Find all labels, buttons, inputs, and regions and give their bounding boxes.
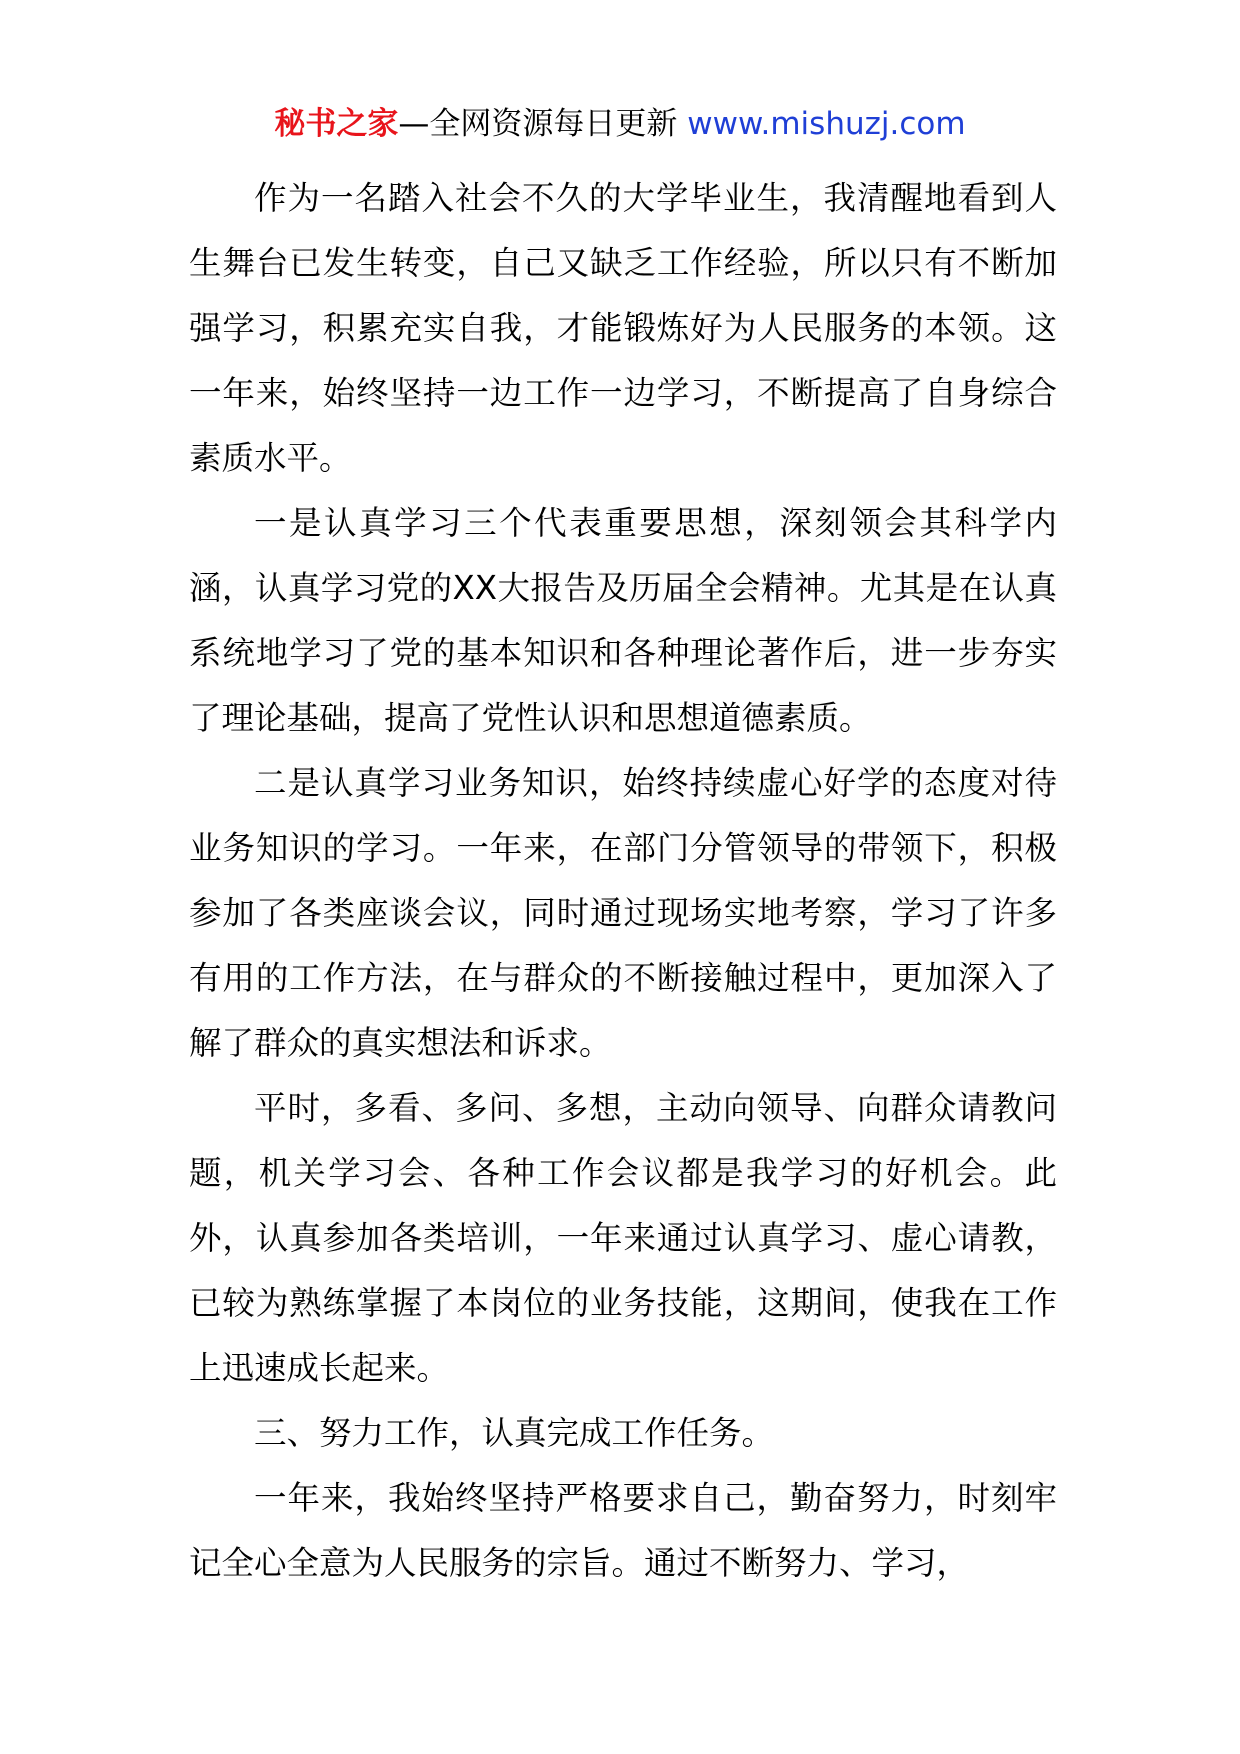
header-url-link[interactable]: www.mishuzj.com	[687, 106, 966, 142]
paragraph-theory-study: 一是认真学习三个代表重要思想，深刻领会其科学内涵，认真学习党的XX大报告及历届全会精神。尤其是在认真系统地学习了党的基本知识和各种理论著作后，进一步夯实了理论基础，提高了党性认识和思想道德素质。	[189, 504, 1057, 737]
header-tagline: —全网资源每日更新	[398, 106, 688, 142]
document-body	[189, 166, 1057, 1596]
paragraph-work-attitude: 一年来，我始终坚持严格要求自己，勤奋努力，时刻牢记全心全意为人民服务的宗旨。通过不断努力、学习，	[189, 1479, 1057, 1582]
paragraph-intro: 作为一名踏入社会不久的大学毕业生，我清醒地看到人生舞台已发生转变，自己又缺乏工作经验，所以只有不断加强学习，积累充实自我，才能锻炼好为人民服务的本领。这一年来，始终坚持一边工作一边学习，不断提高了自身综合素质水平。	[189, 179, 1057, 477]
header-brand: 秘书之家	[274, 106, 399, 142]
paragraph-daily-learning: 平时，多看、多问、多想，主动向领导、向群众请教问题，机关学习会、各种工作会议都是我学习的好机会。此外，认真参加各类培训，一年来通过认真学习、虚心请教，已较为熟练掌握了本岗位的业务技能，这期间，使我在工作上迅速成长起来。	[189, 1089, 1057, 1387]
section-heading-work: 三、努力工作，认真完成工作任务。	[254, 1414, 775, 1452]
page-header	[0, 104, 1240, 144]
paragraph-business-study: 二是认真学习业务知识，始终持续虚心好学的态度对待业务知识的学习。一年来，在部门分管领导的带领下，积极参加了各类座谈会议，同时通过现场实地考察，学习了许多有用的工作方法，在与群众的不断接触过程中，更加深入了解了群众的真实想法和诉求。	[189, 764, 1057, 1062]
